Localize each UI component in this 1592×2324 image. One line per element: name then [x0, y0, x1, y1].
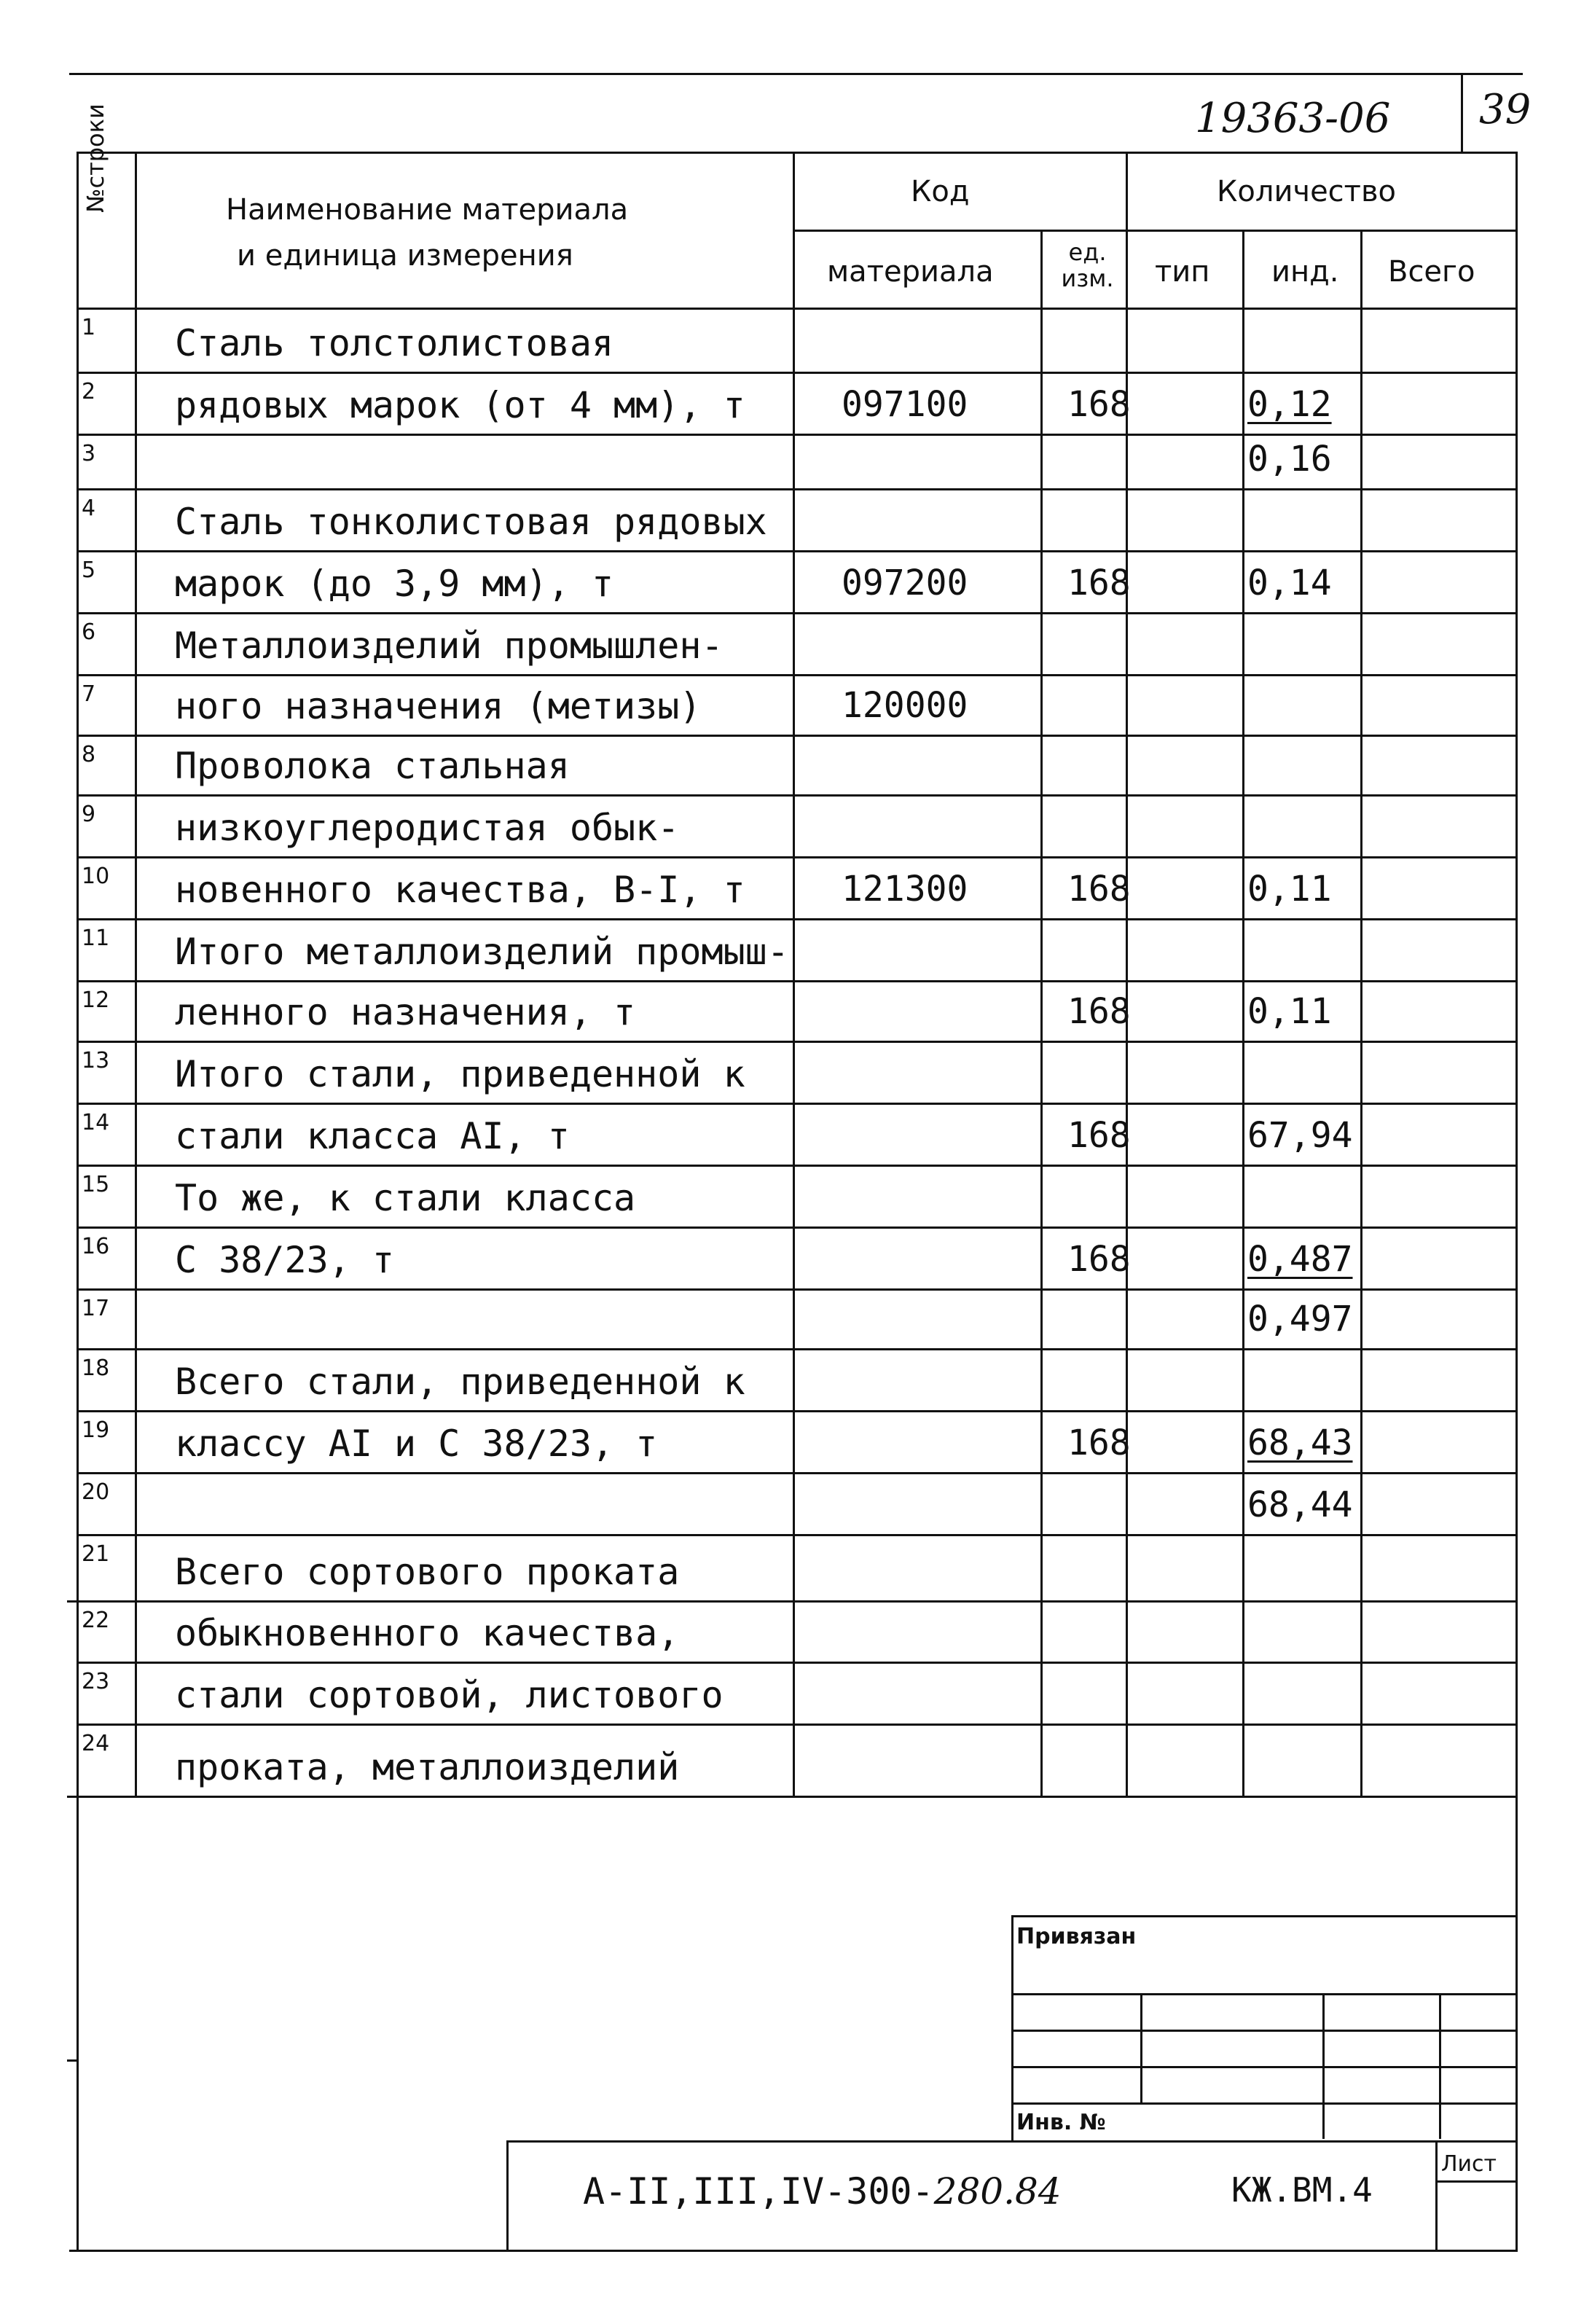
row-number: 17 — [82, 1296, 110, 1321]
header-quantity: Количество — [1217, 175, 1397, 208]
row-name: стали класса AI, т — [175, 1115, 570, 1157]
row-number: 2 — [82, 379, 96, 404]
row-divider — [77, 1288, 1518, 1291]
header-code: Код — [911, 175, 970, 208]
row-ind-value: 0,11 — [1247, 869, 1332, 909]
row-material-code: 121300 — [842, 869, 968, 909]
header-mid-rule — [793, 230, 1518, 232]
row-ind-value: 0,487 — [1247, 1239, 1353, 1280]
row-divider — [77, 980, 1518, 982]
row-divider — [77, 1724, 1518, 1726]
row-ind-value: 67,94 — [1247, 1115, 1353, 1156]
row-divider — [77, 1662, 1518, 1664]
row-ind-value: 0,12 — [1247, 384, 1332, 425]
row-divider — [77, 1226, 1518, 1229]
row-number: 11 — [82, 926, 110, 951]
row-number: 20 — [82, 1479, 110, 1505]
stamp-title-left — [506, 2140, 509, 2250]
row-divider — [77, 735, 1518, 737]
stamp-tied-label: Привязан — [1016, 1924, 1137, 1949]
row-ind-value: 68,43 — [1247, 1423, 1353, 1463]
col-divider-name — [793, 152, 795, 1796]
stamp-sheet-label: Лист — [1441, 2151, 1497, 2177]
row-divider — [77, 1410, 1518, 1412]
stamp-project-code-handwritten: 280.84 — [933, 2170, 1062, 2213]
page-bottom-rule — [69, 2250, 1518, 2252]
row-name: классу AI и С 38/23, т — [175, 1423, 658, 1465]
edge-mark-1 — [67, 1600, 79, 1603]
row-name: стали сортовой, листового — [175, 1674, 724, 1716]
header-bottom-rule — [77, 308, 1518, 310]
row-divider — [77, 1041, 1518, 1043]
stamp-inv-label: Инв. № — [1016, 2110, 1106, 2135]
row-name: проката, металлоизделий — [175, 1746, 680, 1788]
row-name: рядовых марок (от 4 мм), т — [175, 384, 745, 426]
row-name: обыкновенного качества, — [175, 1612, 680, 1654]
row-divider — [77, 1103, 1518, 1105]
row-name: Всего стали, приведенной к — [175, 1361, 745, 1403]
row-name: Проволока стальная — [175, 745, 570, 787]
header-name-line2: и единица измерения — [237, 239, 573, 273]
row-number: 8 — [82, 742, 96, 767]
stamp-col-1 — [1140, 1993, 1142, 2102]
row-divider — [77, 550, 1518, 552]
row-name: Сталь тонколистовая рядовых — [175, 501, 767, 543]
stamp-sheet-label-rule — [1435, 2180, 1515, 2183]
row-name: То же, к стали класса — [175, 1177, 636, 1219]
row-number: 13 — [82, 1048, 110, 1073]
row-number: 5 — [82, 557, 96, 583]
header-qty-total: Всего — [1388, 255, 1475, 289]
table-top-border — [77, 152, 1518, 154]
row-unit-code: 168 — [1067, 869, 1131, 909]
row-number: 14 — [82, 1110, 110, 1135]
row-number: 19 — [82, 1417, 110, 1443]
row-divider — [77, 434, 1518, 436]
header-qty-type: тип — [1155, 255, 1210, 289]
row-name: Итого металлоизделий промыш- — [175, 931, 789, 973]
row-name: ленного назначения, т — [175, 991, 636, 1033]
header-code-material: материала — [827, 255, 994, 289]
row-divider — [77, 1348, 1518, 1350]
col-divider-ind — [1360, 230, 1362, 1796]
row-unit-code: 168 — [1067, 1239, 1131, 1280]
row-name: С 38/23, т — [175, 1239, 395, 1281]
edge-mark-2 — [67, 1796, 79, 1798]
row-ind-value: 0,497 — [1247, 1299, 1353, 1339]
row-name: марок (до 3,9 мм), т — [175, 563, 614, 605]
stamp-sheet-code: КЖ.ВМ.4 — [1231, 2170, 1373, 2210]
row-name: низкоуглеродистая обык- — [175, 807, 680, 849]
col-divider-type — [1242, 230, 1244, 1796]
row-ind-value: 0,14 — [1247, 563, 1332, 603]
row-number: 4 — [82, 496, 96, 521]
row-divider — [77, 372, 1518, 374]
row-number: 24 — [82, 1731, 110, 1756]
table-bottom-rule — [77, 1796, 1518, 1798]
row-divider — [77, 918, 1518, 920]
col-divider-rowno — [135, 152, 137, 1796]
document-code: 19363-06 — [1195, 95, 1391, 142]
row-ind-value: 68,44 — [1247, 1484, 1353, 1525]
row-number: 10 — [82, 864, 110, 889]
row-number: 15 — [82, 1172, 110, 1197]
row-number: 23 — [82, 1669, 110, 1694]
row-unit-code: 168 — [1067, 1423, 1131, 1463]
stamp-title-top — [506, 2140, 1515, 2143]
table-right-border — [1515, 152, 1518, 2250]
row-divider — [77, 1472, 1518, 1474]
header-name-line1: Наименование материала — [226, 193, 629, 227]
row-divider — [77, 1165, 1518, 1167]
row-divider — [77, 488, 1518, 490]
page-number: 39 — [1479, 86, 1532, 133]
row-number: 18 — [82, 1355, 110, 1381]
row-ind-value: 0,16 — [1247, 439, 1332, 480]
stamp-tied-left — [1011, 1915, 1013, 2141]
row-divider — [77, 1600, 1518, 1603]
row-name: Итого стали, приведенной к — [175, 1053, 745, 1095]
row-number: 6 — [82, 619, 96, 645]
stamp-sheet-divider — [1435, 2140, 1438, 2250]
stamp-tied-top — [1011, 1915, 1515, 1917]
row-material-code: 097200 — [842, 563, 968, 603]
row-name: Металлоизделий промышлен- — [175, 625, 724, 667]
row-number: 9 — [82, 802, 96, 827]
row-number: 22 — [82, 1608, 110, 1633]
row-unit-code: 168 — [1067, 384, 1131, 425]
row-ind-value: 0,11 — [1247, 991, 1332, 1032]
row-unit-code: 168 — [1067, 991, 1131, 1032]
row-name: ного назначения (метизы) — [175, 685, 702, 727]
row-divider — [77, 674, 1518, 676]
row-number: 1 — [82, 315, 96, 340]
stamp-col-2 — [1322, 1993, 1325, 2139]
row-number: 7 — [82, 681, 96, 707]
header-qty-ind: инд. — [1271, 255, 1339, 289]
row-divider — [77, 856, 1518, 858]
row-unit-code: 168 — [1067, 563, 1131, 603]
stamp-project-code — [583, 2170, 1062, 2213]
row-name: Всего сортового проката — [175, 1551, 680, 1593]
row-divider — [77, 794, 1518, 797]
table-left-border — [77, 152, 79, 2250]
edge-mark-3 — [67, 2059, 79, 2062]
row-unit-code: 168 — [1067, 1115, 1131, 1156]
col-divider-code — [1040, 230, 1043, 1796]
row-number: 12 — [82, 987, 110, 1013]
stamp-project-code-printed: А-II,III,IV-300- — [583, 2170, 934, 2213]
row-number: 21 — [82, 1541, 110, 1567]
row-name: Сталь толстолистовая — [175, 322, 614, 364]
row-material-code: 120000 — [842, 685, 968, 726]
row-number: 16 — [82, 1234, 110, 1259]
row-name: новенного качества, В-I, т — [175, 869, 745, 911]
header-code-unit: ед. изм. — [1061, 238, 1114, 292]
row-divider — [77, 1534, 1518, 1536]
row-divider — [77, 612, 1518, 614]
header-row-number: №строки — [82, 103, 109, 213]
stamp-col-3 — [1439, 1993, 1441, 2139]
row-number: 3 — [82, 441, 96, 466]
row-material-code: 097100 — [842, 384, 968, 425]
